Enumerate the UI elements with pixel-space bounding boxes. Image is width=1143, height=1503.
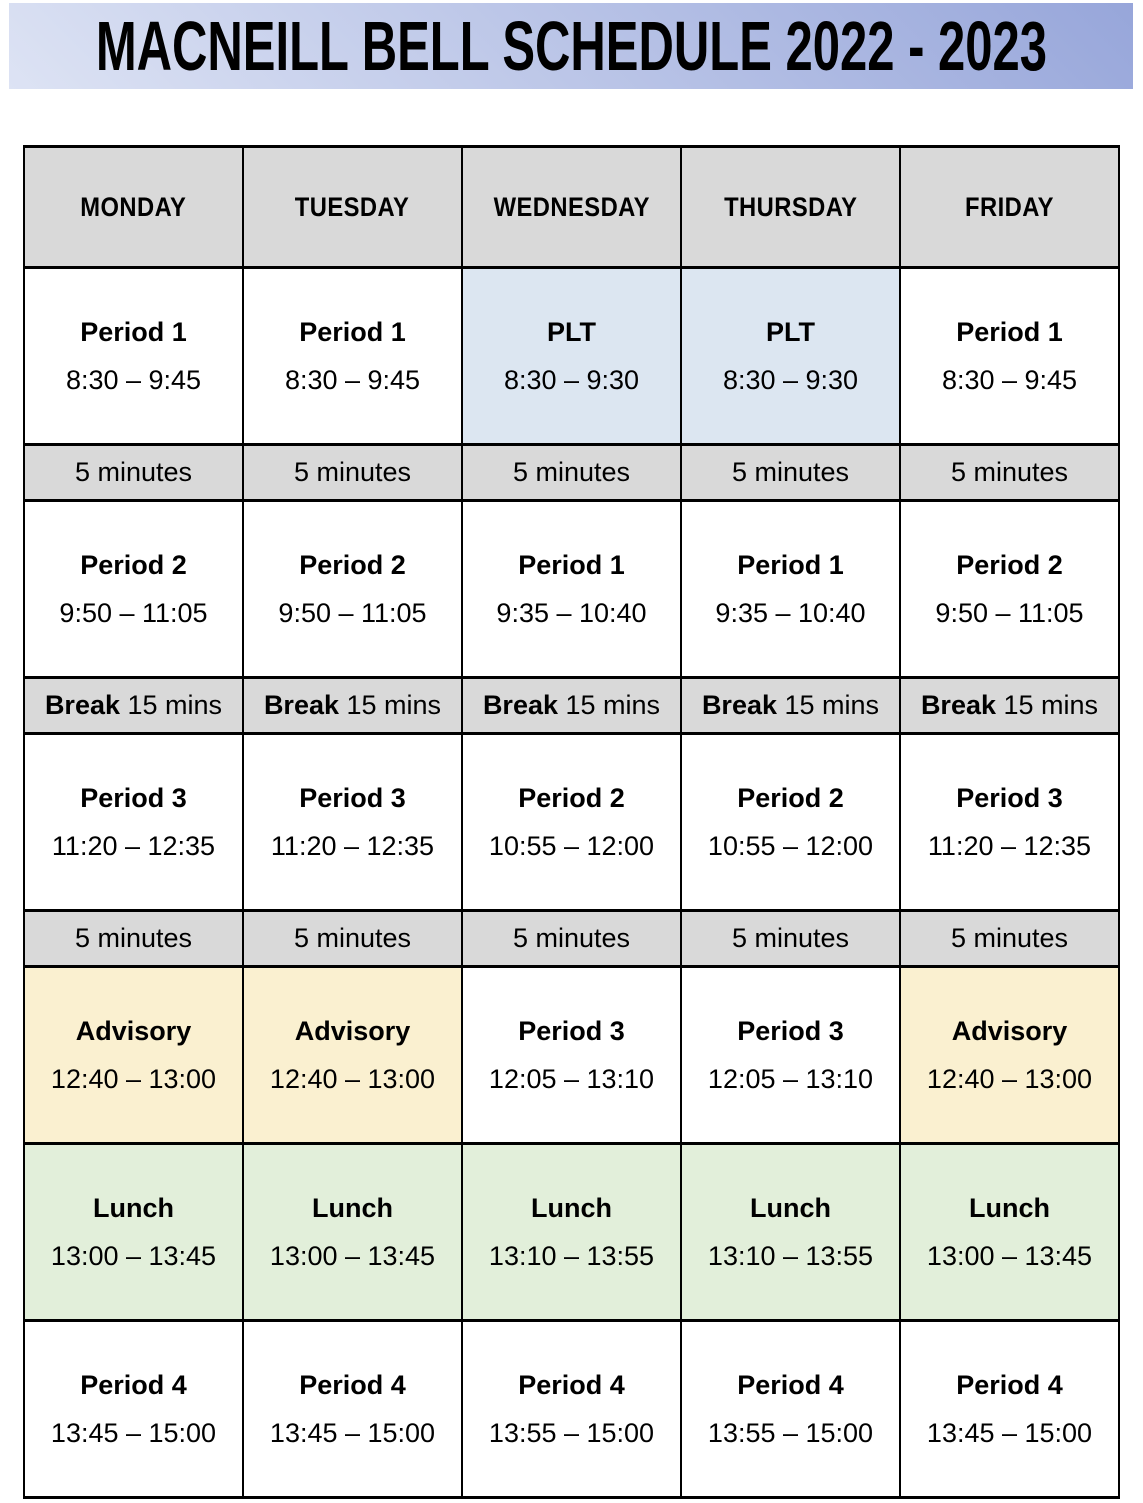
session-title: Period 3: [518, 1015, 625, 1046]
passing-label: 5 minutes: [950, 923, 1069, 953]
session-time: 8:30 – 9:45: [284, 364, 421, 395]
session-cell: [462, 501, 681, 678]
session-title: PLT: [766, 316, 815, 347]
session-time: 9:50 – 11:05: [278, 597, 427, 628]
session-time: 13:45 – 15:00: [269, 1417, 436, 1448]
session-title: Period 3: [737, 1015, 844, 1046]
session-title: Period 1: [518, 549, 625, 580]
session-time: 11:20 – 12:35: [270, 830, 435, 861]
session-time: 13:10 – 13:55: [488, 1240, 655, 1271]
passing-cell: [900, 911, 1119, 967]
day-label: THURSDAY: [723, 191, 858, 222]
session-cell: [681, 734, 900, 911]
session-cell: [681, 967, 900, 1144]
passing-cell: [681, 445, 900, 501]
passing-cell: [243, 445, 462, 501]
passing-cell: [681, 911, 900, 967]
session-cell-lunch: [243, 1144, 462, 1321]
passing-cell: [243, 911, 462, 967]
title-banner: [9, 3, 1133, 89]
session-title: Period 2: [737, 782, 844, 813]
passing-label: 5 minutes: [731, 457, 850, 487]
passing-label: 5 minutes: [293, 457, 412, 487]
session-time: 9:50 – 11:05: [935, 597, 1084, 628]
row-passing-1: [24, 445, 1119, 501]
page-title: MACNEILL BELL SCHEDULE 2022 - 2023: [95, 7, 1047, 85]
day-header-wednesday: [462, 147, 681, 268]
day-label: MONDAY: [80, 191, 187, 222]
session-time: 10:55 – 12:00: [707, 830, 874, 861]
day-label: TUESDAY: [295, 191, 410, 222]
session-cell-lunch: [462, 1144, 681, 1321]
passing-label: 5 minutes: [512, 457, 631, 487]
day-header-tuesday: [243, 147, 462, 268]
session-title: Period 2: [299, 549, 406, 580]
session-cell: [243, 501, 462, 678]
row-advisory: [24, 967, 1119, 1144]
row-period-3: [24, 734, 1119, 911]
session-time: 13:00 – 13:45: [269, 1240, 436, 1271]
session-title: Period 3: [299, 782, 406, 813]
session-cell: [243, 734, 462, 911]
row-period-1: [24, 268, 1119, 445]
session-cell: [243, 1321, 462, 1498]
session-cell: [24, 501, 243, 678]
session-cell-lunch: [24, 1144, 243, 1321]
session-time: 12:05 – 13:10: [707, 1063, 874, 1094]
session-cell-lunch: [900, 1144, 1119, 1321]
session-title: Period 1: [737, 549, 844, 580]
row-period-4: [24, 1321, 1119, 1498]
session-time: 10:55 – 12:00: [488, 830, 655, 861]
session-cell-advisory: [24, 967, 243, 1144]
session-cell: [243, 268, 462, 445]
session-time: 8:30 – 9:30: [722, 364, 859, 395]
session-title: Period 2: [518, 782, 625, 813]
session-time: 11:20 – 12:35: [927, 830, 1092, 861]
session-time: 11:20 – 12:35: [51, 830, 216, 861]
passing-cell: [24, 445, 243, 501]
passing-cell: [462, 445, 681, 501]
session-cell: [681, 1321, 900, 1498]
session-title: Lunch: [531, 1192, 612, 1223]
session-time: 8:30 – 9:30: [503, 364, 640, 395]
session-time: 8:30 – 9:45: [941, 364, 1078, 395]
session-cell-advisory: [900, 967, 1119, 1144]
session-cell: [24, 1321, 243, 1498]
session-title: Lunch: [750, 1192, 831, 1223]
break-label: Break: [701, 690, 777, 720]
session-title: Period 1: [299, 316, 406, 347]
break-label: Break: [482, 690, 558, 720]
session-time: 9:35 – 10:40: [715, 597, 866, 628]
session-time: 9:50 – 11:05: [59, 597, 208, 628]
passing-cell: [24, 911, 243, 967]
session-time: 12:40 – 13:00: [926, 1063, 1093, 1094]
session-title: Lunch: [969, 1192, 1050, 1223]
passing-cell: [462, 911, 681, 967]
session-title: Period 3: [80, 782, 187, 813]
passing-label: 5 minutes: [74, 923, 193, 953]
session-cell: [681, 501, 900, 678]
session-time: 12:40 – 13:00: [50, 1063, 217, 1094]
session-title: Period 3: [956, 782, 1063, 813]
session-title: Period 4: [518, 1369, 625, 1400]
row-passing-2: [24, 911, 1119, 967]
break-label: Break: [44, 690, 120, 720]
session-title: Advisory: [75, 1015, 192, 1046]
day-header-friday: [900, 147, 1119, 268]
session-cell: [24, 734, 243, 911]
passing-label: 5 minutes: [731, 923, 850, 953]
day-label: FRIDAY: [965, 191, 1054, 222]
bell-schedule-table: [23, 145, 1120, 1499]
session-time: 8:30 – 9:45: [65, 364, 202, 395]
break-cell: [900, 678, 1119, 734]
session-title: Lunch: [312, 1192, 393, 1223]
session-title: Period 4: [80, 1369, 187, 1400]
day-header-row: [24, 147, 1119, 268]
session-cell: [900, 501, 1119, 678]
session-cell: [24, 268, 243, 445]
session-title: Period 2: [80, 549, 187, 580]
break-duration: 15 mins: [565, 690, 661, 720]
session-cell: [462, 1321, 681, 1498]
session-title: Advisory: [294, 1015, 411, 1046]
session-title: Period 4: [299, 1369, 406, 1400]
break-duration: 15 mins: [784, 690, 880, 720]
session-title: Period 1: [956, 316, 1063, 347]
session-time: 13:55 – 15:00: [488, 1417, 655, 1448]
session-title: Period 2: [956, 549, 1063, 580]
session-title: Period 4: [956, 1369, 1063, 1400]
break-duration: 15 mins: [127, 690, 223, 720]
break-label: Break: [263, 690, 339, 720]
break-cell: [243, 678, 462, 734]
session-time: 13:45 – 15:00: [926, 1417, 1093, 1448]
day-label: WEDNESDAY: [493, 191, 650, 222]
session-time: 13:10 – 13:55: [707, 1240, 874, 1271]
session-title: Lunch: [93, 1192, 174, 1223]
row-break: [24, 678, 1119, 734]
session-cell-lunch: [681, 1144, 900, 1321]
break-duration: 15 mins: [346, 690, 442, 720]
session-title: Advisory: [951, 1015, 1068, 1046]
passing-label: 5 minutes: [512, 923, 631, 953]
session-time: 13:00 – 13:45: [50, 1240, 217, 1271]
session-time: 13:55 – 15:00: [707, 1417, 874, 1448]
row-period-2: [24, 501, 1119, 678]
session-cell-plt: [462, 268, 681, 445]
row-lunch: [24, 1144, 1119, 1321]
passing-cell: [900, 445, 1119, 501]
break-duration: 15 mins: [1003, 690, 1099, 720]
session-time: 9:35 – 10:40: [496, 597, 647, 628]
session-cell: [900, 1321, 1119, 1498]
session-cell-advisory: [243, 967, 462, 1144]
session-time: 13:45 – 15:00: [50, 1417, 217, 1448]
session-time: 12:05 – 13:10: [488, 1063, 655, 1094]
break-cell: [681, 678, 900, 734]
session-cell: [900, 268, 1119, 445]
session-title: Period 4: [737, 1369, 844, 1400]
session-title: PLT: [547, 316, 596, 347]
passing-label: 5 minutes: [293, 923, 412, 953]
session-cell: [462, 967, 681, 1144]
passing-label: 5 minutes: [74, 457, 193, 487]
session-cell-plt: [681, 268, 900, 445]
session-cell: [900, 734, 1119, 911]
break-label: Break: [920, 690, 996, 720]
session-cell: [462, 734, 681, 911]
passing-label: 5 minutes: [950, 457, 1069, 487]
session-title: Period 1: [80, 316, 187, 347]
session-time: 13:00 – 13:45: [926, 1240, 1093, 1271]
day-header-monday: [24, 147, 243, 268]
session-time: 12:40 – 13:00: [269, 1063, 436, 1094]
break-cell: [24, 678, 243, 734]
day-header-thursday: [681, 147, 900, 268]
break-cell: [462, 678, 681, 734]
